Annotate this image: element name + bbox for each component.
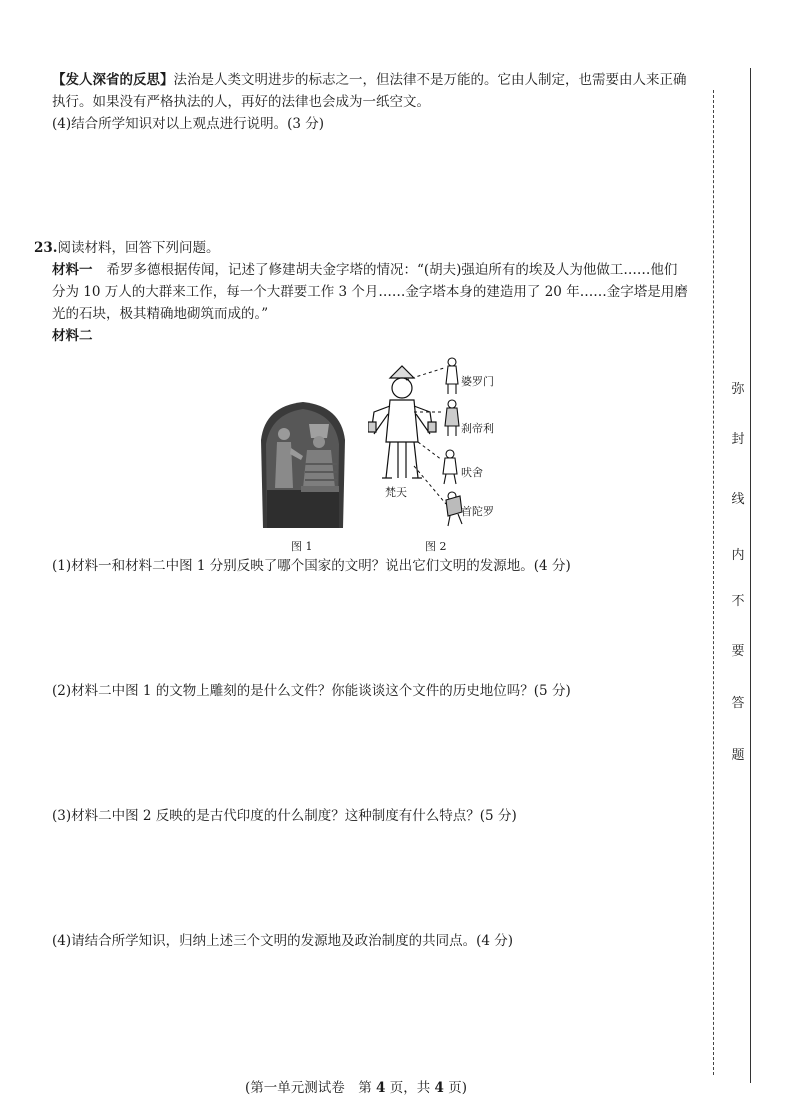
footer-close: 页) (443, 1080, 468, 1096)
sub-question-2: (2)材料二中图 1 的文物上雕刻的是什么文件？你能谈谈这个文件的历史地位吗？(5 分) (52, 683, 571, 699)
seal-char: 内 (731, 548, 745, 563)
reflection-question-4: (4)结合所学知识对以上观点进行说明。(3 分) (52, 116, 325, 132)
seal-char: 要 (731, 644, 745, 659)
footer-page-number: 4 (376, 1080, 386, 1096)
caste-figures (443, 358, 462, 526)
sub-question-1: (1)材料一和材料二中图 1 分别反映了哪个国家的文明？说出它们文明的发源地。(4 分) (52, 558, 571, 574)
caste-label-kshatriya: 刹帝利 (461, 422, 494, 435)
footer-mid: 页，共 (385, 1080, 435, 1096)
reflection-tag: 【发人深省的反思】 (52, 72, 174, 88)
seal-char: 不 (731, 594, 745, 609)
seal-char: 题 (731, 748, 745, 763)
reflection-line-2: 执行。如果没有严格执法的人，再好的法律也会成为一纸空文。 (52, 94, 430, 110)
material-1-line-1 (52, 260, 677, 280)
material-1-line-3: 光的石块，极其精确地砌筑而成的。” (52, 306, 269, 322)
question-23-header (34, 238, 220, 258)
sub-question-3: (3)材料二中图 2 反映的是古代印度的什么制度？这种制度有什么特点？(5 分) (52, 808, 517, 824)
figure-1-caption: 图 1 (291, 540, 313, 553)
reflection-text-1: 法治是人类文明进步的标志之一，但法律不是万能的。它由人制定，也需要由人来正确 (173, 72, 687, 88)
deity-label-brahma: 梵天 (385, 486, 407, 499)
seal-char: 封 (731, 432, 745, 447)
reflection-line-1 (52, 70, 687, 90)
caste-label-shudra: 首陀罗 (461, 505, 494, 518)
seal-char: 线 (731, 492, 745, 507)
question-prompt: 阅读材料，回答下列问题。 (57, 240, 220, 256)
caste-label-vaishya: 吠舍 (461, 466, 483, 479)
seal-char: 弥 (731, 382, 745, 397)
material-2-label: 材料二 (52, 328, 93, 344)
footer-total-pages: 4 (434, 1080, 444, 1096)
question-number: 23. (34, 240, 58, 256)
margin-rule (750, 68, 751, 1083)
material-1-line-2: 分为 10 万人的大群来工作，每一个大群要工作 3 个月……金字塔本身的建造用了 20 年……金字塔是用磨 (52, 284, 688, 300)
material-1-text-1: 希罗多德根据传闻，记述了修建胡夫金字塔的情况：“(胡夫)强迫所有的埃及人为他做工……他们 (106, 262, 678, 278)
binding-dashed-line (713, 90, 714, 1075)
brahma-figure (368, 366, 436, 478)
page-footer (0, 1076, 712, 1096)
sub-question-4: (4)请结合所学知识，归纳上述三个文明的发源地及政治制度的共同点。(4 分) (52, 933, 514, 949)
figure-2-caption: 图 2 (425, 540, 447, 553)
caste-label-brahmin: 婆罗门 (461, 375, 494, 388)
figure-1-stele-image (257, 400, 349, 528)
seal-char: 答 (731, 696, 745, 711)
footer-open: (第一单元测试卷 第 (244, 1080, 377, 1096)
material-1-label: 材料一 (52, 262, 93, 278)
